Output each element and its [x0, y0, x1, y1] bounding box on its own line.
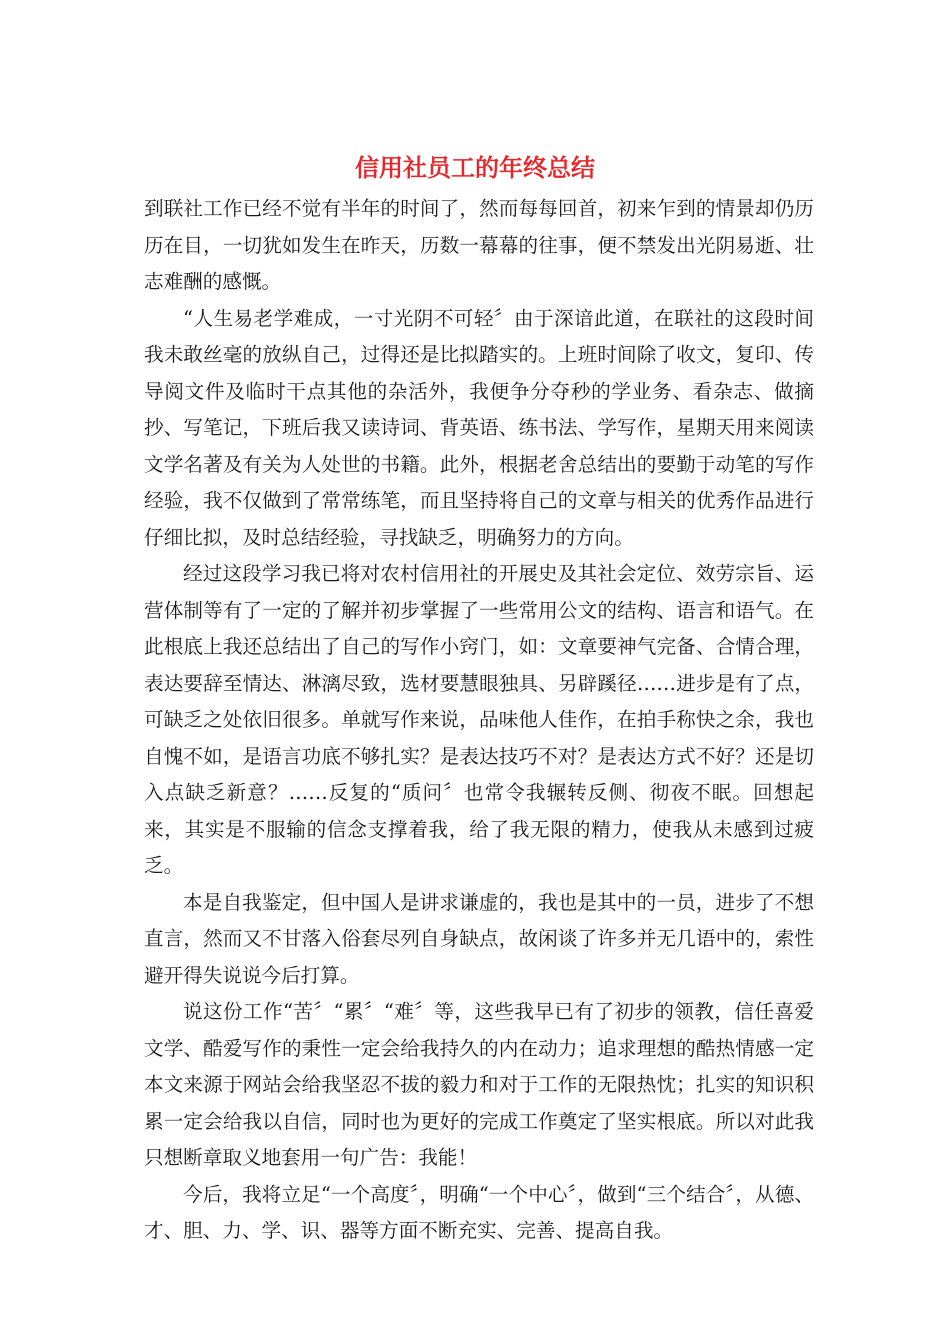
paragraph-6: 今后，我将立足“一个高度〞，明确“一个中心〞，做到“三个结合〞，从德、才、胆、力、学、识、器等方面不断充实、完善、提高自我。 — [144, 1182, 814, 1242]
paragraph-5: 说这份工作“苦〞“累〞“难〞等，这些我早已有了初步的领教，信任喜爱文学、酷爱写作的秉性一定会给我持久的内在动力；追求理想的酷热情感一定本文来源于网站会给我坚忍不拔的毅力和对于工作的无限热忱；扎实的知识积累一定会给我以自信，同时也为更好的完成工作奠定了坚实根底。所以对此我只想断章取义地套用一句广告：我能！ — [144, 1000, 814, 1169]
paragraph-1: 到联社工作已经不觉有半年的时间了，然而每每回首，初来乍到的情景却仍历历在目，一切犹如发生在昨天，历数一幕幕的往事，便不禁发出光阴易逝、壮志难酬的感慨。 — [144, 197, 814, 293]
paragraph-4: 本是自我鉴定，但中国人是讲求谦虚的，我也是其中的一员，进步了不想直言，然而又不甘落入俗套尽列自身缺点，故闲谈了许多并无几语中的，索性避开得失说说今后打算。 — [144, 890, 814, 987]
paragraph-2: “人生易老学难成，一寸光阴不可轻〞由于深谙此道，在联社的这段时间我未敢丝毫的放纵自己，过得还是比拟踏实的。上班时间除了收文，复印、传导阅文件及临时干点其他的杂活外，我便争分夺秒的学业务、看杂志、做摘抄、写笔记，下班后我又读诗词、背英语、练书法、学写作，星期天用来阅读文学名著及有关为人处世的书籍。此外，根据老舍总结出的要勤于动笔的写作经验，我不仅做到了常常练笔，而且坚持将自己的文章与相关的优秀作品进行仔细比拟，及时总结经验，寻找缺乏，明确努力的方向。 — [144, 306, 814, 549]
document-body — [144, 191, 814, 1250]
paragraph-3: 经过这段学习我已将对农村信用社的开展史及其社会定位、效劳宗旨、运营体制等有了一定的了解并初步掌握了一些常用公文的结构、语言和语气。在此根底上我还总结出了自己的写作小窍门，如：文章要神气完备、合情合理，表达要辞至情达、淋漓尽致，选材要慧眼独具、另辟蹊径……进步是有了点，可缺乏之处依旧很多。单就写作来说，品味他人佳作，在拍手称快之余，我也自愧不如，是语言功底不够扎实？是表达技巧不对？是表达方式不好？还是切入点缺乏新意？……反复的“质问〞也常令我辗转反侧、彻夜不眠。回想起来，其实是不服输的信念支撑着我，给了我无限的精力，使我从未感到过疲乏。 — [144, 562, 814, 877]
document-title: 信用社员工的年终总结 — [355, 154, 595, 182]
